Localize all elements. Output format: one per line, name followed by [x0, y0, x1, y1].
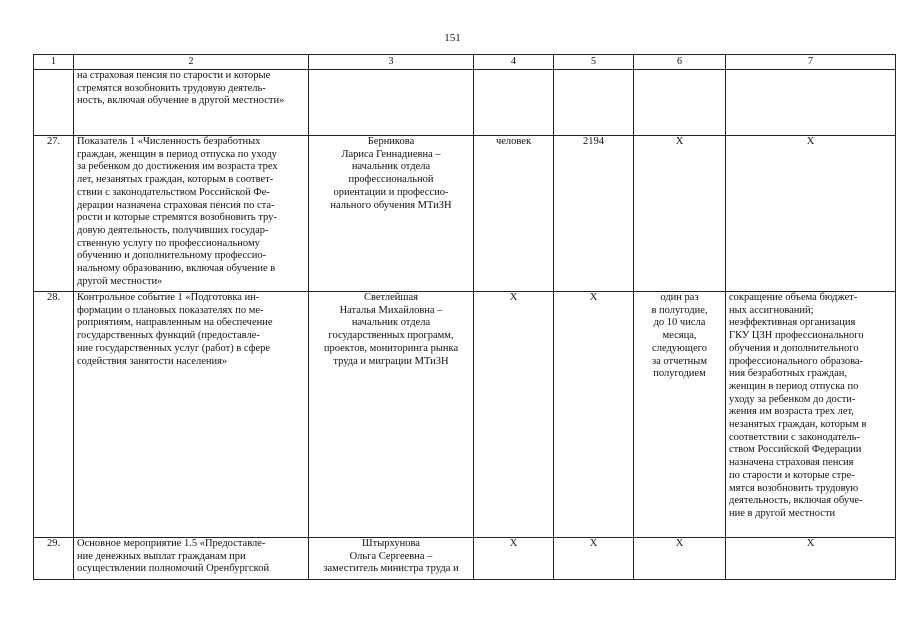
column-header: 4 [474, 55, 554, 70]
risk-line: профессионального образова- [729, 355, 864, 367]
row-number-cell [34, 292, 74, 538]
column-header: 6 [634, 55, 726, 70]
responsible-person-line: заместитель министра труда и [323, 563, 459, 575]
unit-value: человек [495, 136, 532, 147]
risk-line: Х [806, 136, 815, 147]
responsible-person-line: проектов, мониторинга рынка [323, 342, 459, 354]
risk-cell [726, 292, 896, 538]
row-number: 29. [46, 538, 61, 549]
frequency-cell [634, 292, 726, 538]
table-body [34, 55, 896, 580]
risk-line: сокращение объема бюджет- [729, 292, 858, 303]
risk-line: Х [806, 538, 815, 549]
target-value-cell [554, 136, 634, 292]
responsible-person-cell [309, 292, 474, 538]
measure-name-line: Основное мероприятие 1.5 «Предоставле- [77, 538, 266, 549]
risk-line: ных ассигнований; [729, 304, 814, 316]
responsible-person-line: Берникова [367, 136, 415, 147]
frequency-line: Х [675, 538, 684, 549]
risk-cell [726, 538, 896, 580]
row-number-cell [34, 538, 74, 580]
column-header: 7 [726, 55, 896, 70]
responsible-person-line: начальник отдела [351, 317, 431, 329]
responsible-person-line: государственных программ, [328, 330, 454, 342]
measure-name-line: Показатель 1 «Численность безработных [77, 136, 261, 147]
measure-name-line: формации о плановых показателях по ме- [77, 304, 264, 316]
unit-value: Х [509, 292, 518, 303]
measure-name-line: осуществлении полномочий Оренбургской [77, 563, 270, 575]
risk-line: ством Российской Федерации [729, 444, 862, 456]
risk-line: жения им возраста трех лет, [729, 406, 854, 418]
risk-line: уходу за ребенком до дости- [729, 393, 856, 405]
measure-name-line: другой местности» [77, 275, 163, 287]
unit-value: Х [509, 538, 518, 549]
column-header: 1 [34, 55, 74, 70]
measure-name-cell [74, 292, 309, 538]
responsible-person-cell [309, 538, 474, 580]
risk-line: ГКУ ЦЗН профессионального [729, 330, 864, 342]
measure-name-line: рости и которые стремятся возобновить тру- [77, 212, 277, 224]
measure-name-line: роприятиям, направленным на обеспечение [77, 317, 273, 329]
frequency-line: месяца, [662, 330, 697, 342]
measure-name-line: за ребенком до достижения им возраста трех [77, 161, 278, 173]
unit-cell [474, 538, 554, 580]
measure-name-line: ние денежных выплат гражданам при [77, 550, 246, 562]
page-number: 151 [444, 32, 461, 44]
measure-name-line: ственную услугу по профессиональному [77, 237, 260, 249]
responsible-person-line: профессиональной [348, 174, 434, 186]
risk-line: деятельность, включая обуче- [729, 495, 863, 507]
row-number: 27. [46, 136, 61, 147]
table-row [34, 70, 896, 136]
responsible-person-line: Ольга Сергеевна – [349, 550, 433, 562]
table-row [34, 538, 896, 580]
responsible-person-line: начальник отдела [351, 161, 431, 173]
measure-name-line: ние государственных услуг (работ) в сфере [77, 342, 271, 354]
column-header: 3 [309, 55, 474, 70]
frequency-cell [634, 70, 726, 136]
unit-cell [474, 292, 554, 538]
frequency-line: до 10 числа [653, 317, 706, 329]
target-value-cell [554, 292, 634, 538]
measure-name-line: Контрольное событие 1 «Подготовка ин- [77, 292, 260, 303]
column-header-row [34, 55, 896, 70]
frequency-cell [634, 136, 726, 292]
row-number-cell [34, 136, 74, 292]
measure-name-line: на страховая пенсия по старости и которые [77, 70, 271, 81]
frequency-cell [634, 538, 726, 580]
measure-name-cell [74, 70, 309, 136]
responsible-person-line: Штырхунова [362, 538, 420, 549]
measure-name-cell [74, 136, 309, 292]
risk-line: ние в другой местности [729, 507, 836, 519]
table-row [34, 136, 896, 292]
responsible-person-line: ориентации и профессио- [333, 186, 449, 198]
measure-name-line: лет, незанятых граждан, которым в соответ- [77, 174, 274, 186]
target-value: 2194 [583, 136, 604, 147]
responsible-person-cell [309, 136, 474, 292]
measure-name-line: дерации назначена страховая пенсия по ста- [77, 199, 275, 211]
unit-cell [474, 136, 554, 292]
frequency-line: полугодием [653, 368, 706, 380]
responsible-person-line: Лариса Геннадиевна – [341, 148, 441, 160]
measures-table [33, 54, 896, 580]
risk-line: неэффективная организация [729, 317, 856, 329]
frequency-line: следующего [652, 342, 707, 354]
measure-name-line: обучению и дополнительному профессио- [77, 250, 267, 262]
measure-name-line: ность, включая обучение в другой местности» [77, 95, 285, 107]
frequency-line: один раз [660, 292, 699, 303]
frequency-line: в полугодие, [651, 304, 708, 316]
risk-cell [726, 136, 896, 292]
responsible-person-line: труда и миграции МТиЗН [333, 355, 449, 367]
risk-line: соответствии с законодатель- [729, 431, 860, 443]
unit-cell [474, 70, 554, 136]
target-value: Х [589, 292, 598, 303]
target-value: Х [589, 538, 598, 549]
measure-name-line: ствии с законодательством Российской Фе- [77, 186, 270, 198]
risk-line: обучения и дополнительного [729, 342, 859, 354]
measure-name-line: граждан, женщин в период отпуска по уходу [77, 148, 277, 160]
risk-line: мятся возобновить трудовую [729, 482, 859, 494]
frequency-line: за отчетным [652, 355, 707, 367]
risk-line: ния безработных граждан, [729, 368, 848, 380]
responsible-person-line: нального обучения МТиЗН [330, 199, 452, 211]
row-number-cell [34, 70, 74, 136]
row-number: 28. [46, 292, 61, 303]
measure-name-line: нальному образованию, включая обучение в [77, 263, 276, 275]
risk-line: незанятых граждан, которым в [729, 419, 867, 431]
measure-name-line: содействия занятости населения» [77, 355, 228, 367]
risk-cell [726, 70, 896, 136]
responsible-person-line: Наталья Михайловна – [339, 304, 443, 316]
measure-name-cell [74, 538, 309, 580]
frequency-line: Х [675, 136, 684, 147]
target-value-cell [554, 70, 634, 136]
column-header: 5 [554, 55, 634, 70]
responsible-person-cell [309, 70, 474, 136]
column-header: 2 [74, 55, 309, 70]
table-row [34, 292, 896, 538]
responsible-person-line: Светлейшая [364, 292, 418, 303]
target-value-cell [554, 538, 634, 580]
risk-line: по старости и которые стре- [729, 469, 855, 481]
risk-line: назначена страховая пенсия [729, 457, 854, 469]
risk-line: женщин в период отпуска по [729, 380, 859, 392]
measure-name-line: довую деятельность, получивших государ- [77, 224, 269, 236]
measure-name-line: государственных функций (предоставле- [77, 330, 260, 342]
measure-name-line: стремятся возобновить трудовую деятель- [77, 82, 266, 94]
